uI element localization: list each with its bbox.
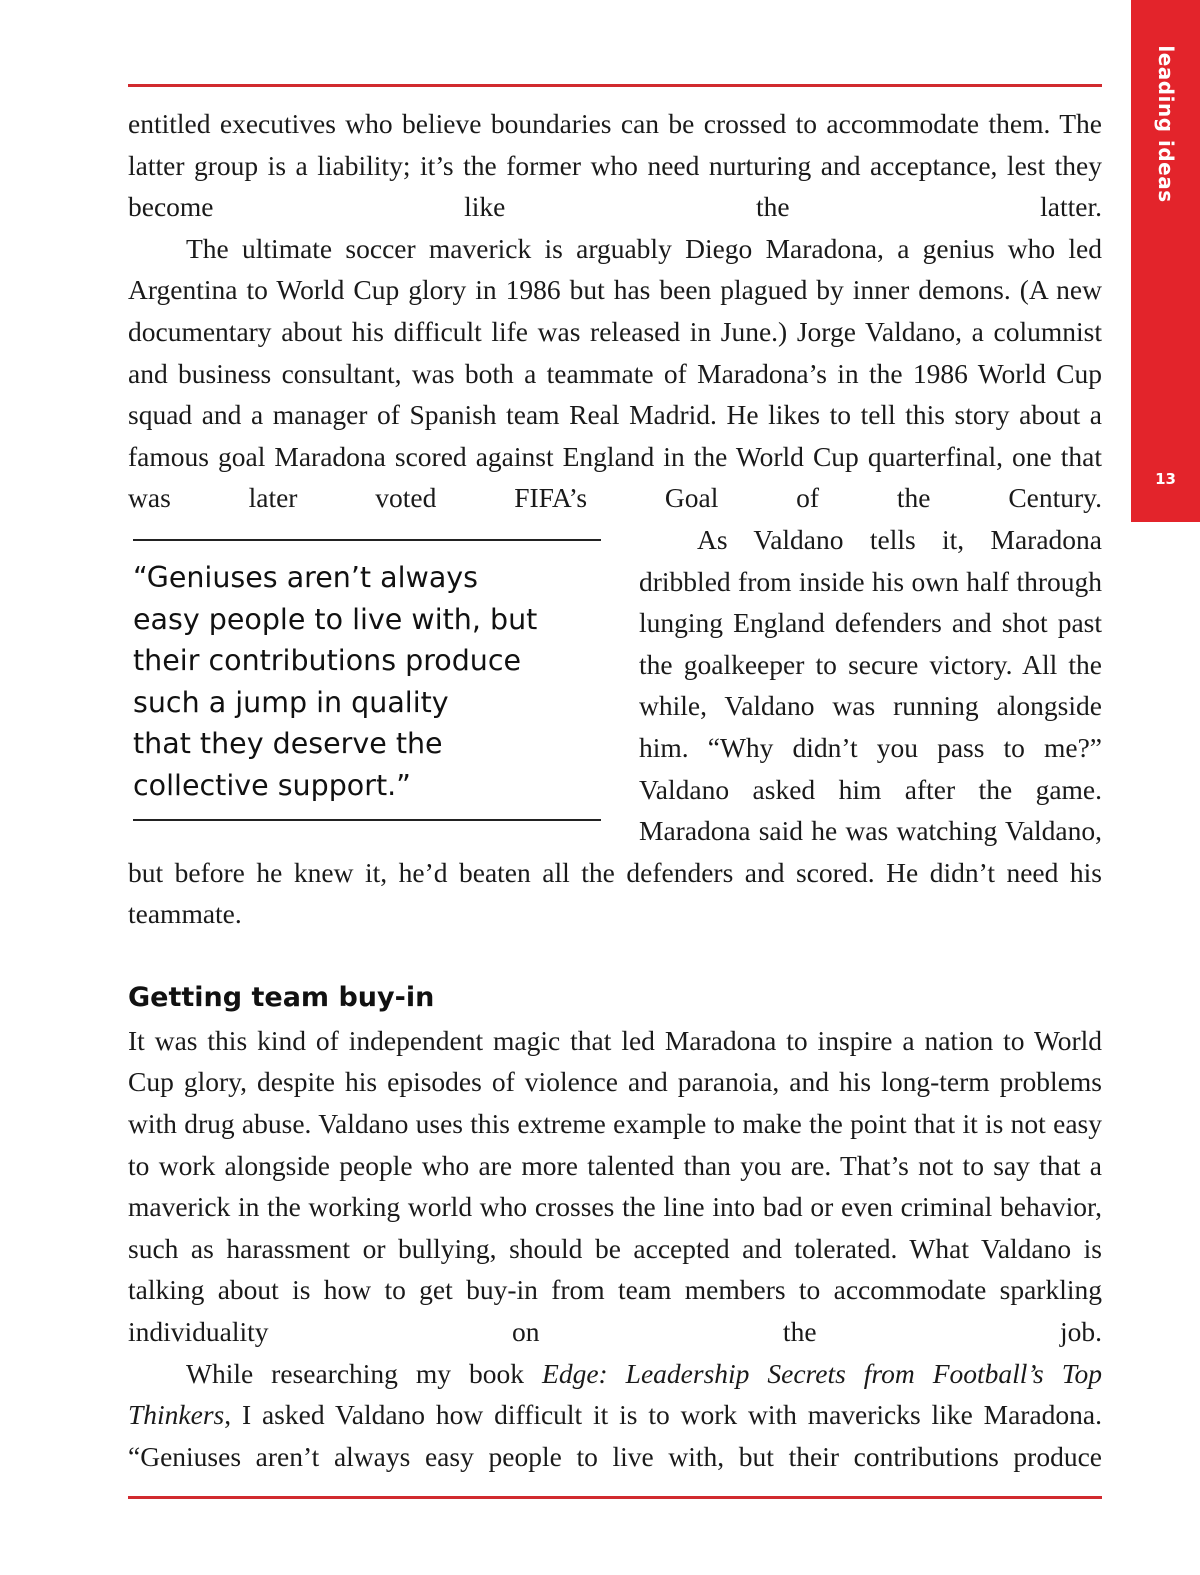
paragraph-2: The ultimate soccer maverick is arguably Diego Maradona, a genius who led Argentina to World Cup glory in 1986 but has been plagued by inner demons. (A new documentary about his difficult life was released in June.) Jorge Valdano, a columnist and business consultant, was both a teammate of Maradona’s in the 1986 World Cup squad and a manager of Spanish team Real Madrid. He likes to tell this story about a famous goal Maradona scored against England in the World Cup quarterfinal, one that was later voted FIFA’s Goal of the Century. bbox=[128, 232, 1102, 514]
pull-quote bbox=[133, 539, 601, 821]
pull-quote-line: that they deserve the bbox=[133, 727, 443, 761]
bottom-red-rule bbox=[128, 1496, 1102, 1499]
paragraph-4: It was this kind of independent magic that led Maradona to inspire a nation to World Cup glory, despite his episodes of violence and paranoia, and his long-term problems with drug abuse. Valdano uses this extreme example to make the point that it is not easy to work alongside people who are more talented than you are. That’s not to say that a maverick in the working world who crosses the line into bad or even criminal behavior, such as harassment or bullying, should be accepted and tolerated. What Valdano is talking about is how to get buy-in from team members to accommodate sparkling individuality on the job. bbox=[128, 1024, 1102, 1348]
paragraph-5 bbox=[128, 1353, 1102, 1478]
pull-quote-line: easy people to live with, but bbox=[133, 602, 538, 636]
top-red-rule bbox=[128, 84, 1102, 87]
pull-quote-line: such a jump in quality bbox=[133, 685, 449, 719]
section-subheading: Getting team buy-in bbox=[128, 981, 435, 1013]
paragraph-1: entitled executives who believe boundaries can be crossed to accommodate them. The latter group is a liability; it’s the former who need nurturing and acceptance, lest they become like the latter. bbox=[128, 108, 1102, 223]
pull-quote-line: “Geniuses aren’t always bbox=[133, 560, 479, 594]
book-title: Edge: Leadership Secrets from Football’s Top Thinkers bbox=[128, 1357, 1102, 1431]
pull-quote-line: collective support.” bbox=[133, 768, 411, 802]
paragraph-5-start: While researching my book bbox=[186, 1357, 543, 1389]
pull-quote-line: their contributions produce bbox=[133, 644, 522, 678]
section-label: leading ideas bbox=[1153, 45, 1178, 203]
page-number: 13 bbox=[1155, 470, 1176, 488]
article-body bbox=[128, 103, 1102, 1477]
paragraph-5-end: , I asked Valdano how difficult it is to work with mavericks like Maradona. “Geniuses aren’t always easy people to live with, but their contributions produce bbox=[128, 1399, 1102, 1472]
section-side-tab bbox=[1131, 0, 1200, 522]
paragraph-3: As Valdano tells it, Maradona dribbled from inside his own half through lunging England defenders and shot past the goalkeeper to secure victory. All the while, Valdano was running alongside him. “Why didn’t you pass to me?” Valdano asked him after the game. Maradona said he was watching Valdano, but before he knew it, he’d beaten all the defenders and scored. He didn’t need his teammate. bbox=[128, 523, 1102, 930]
